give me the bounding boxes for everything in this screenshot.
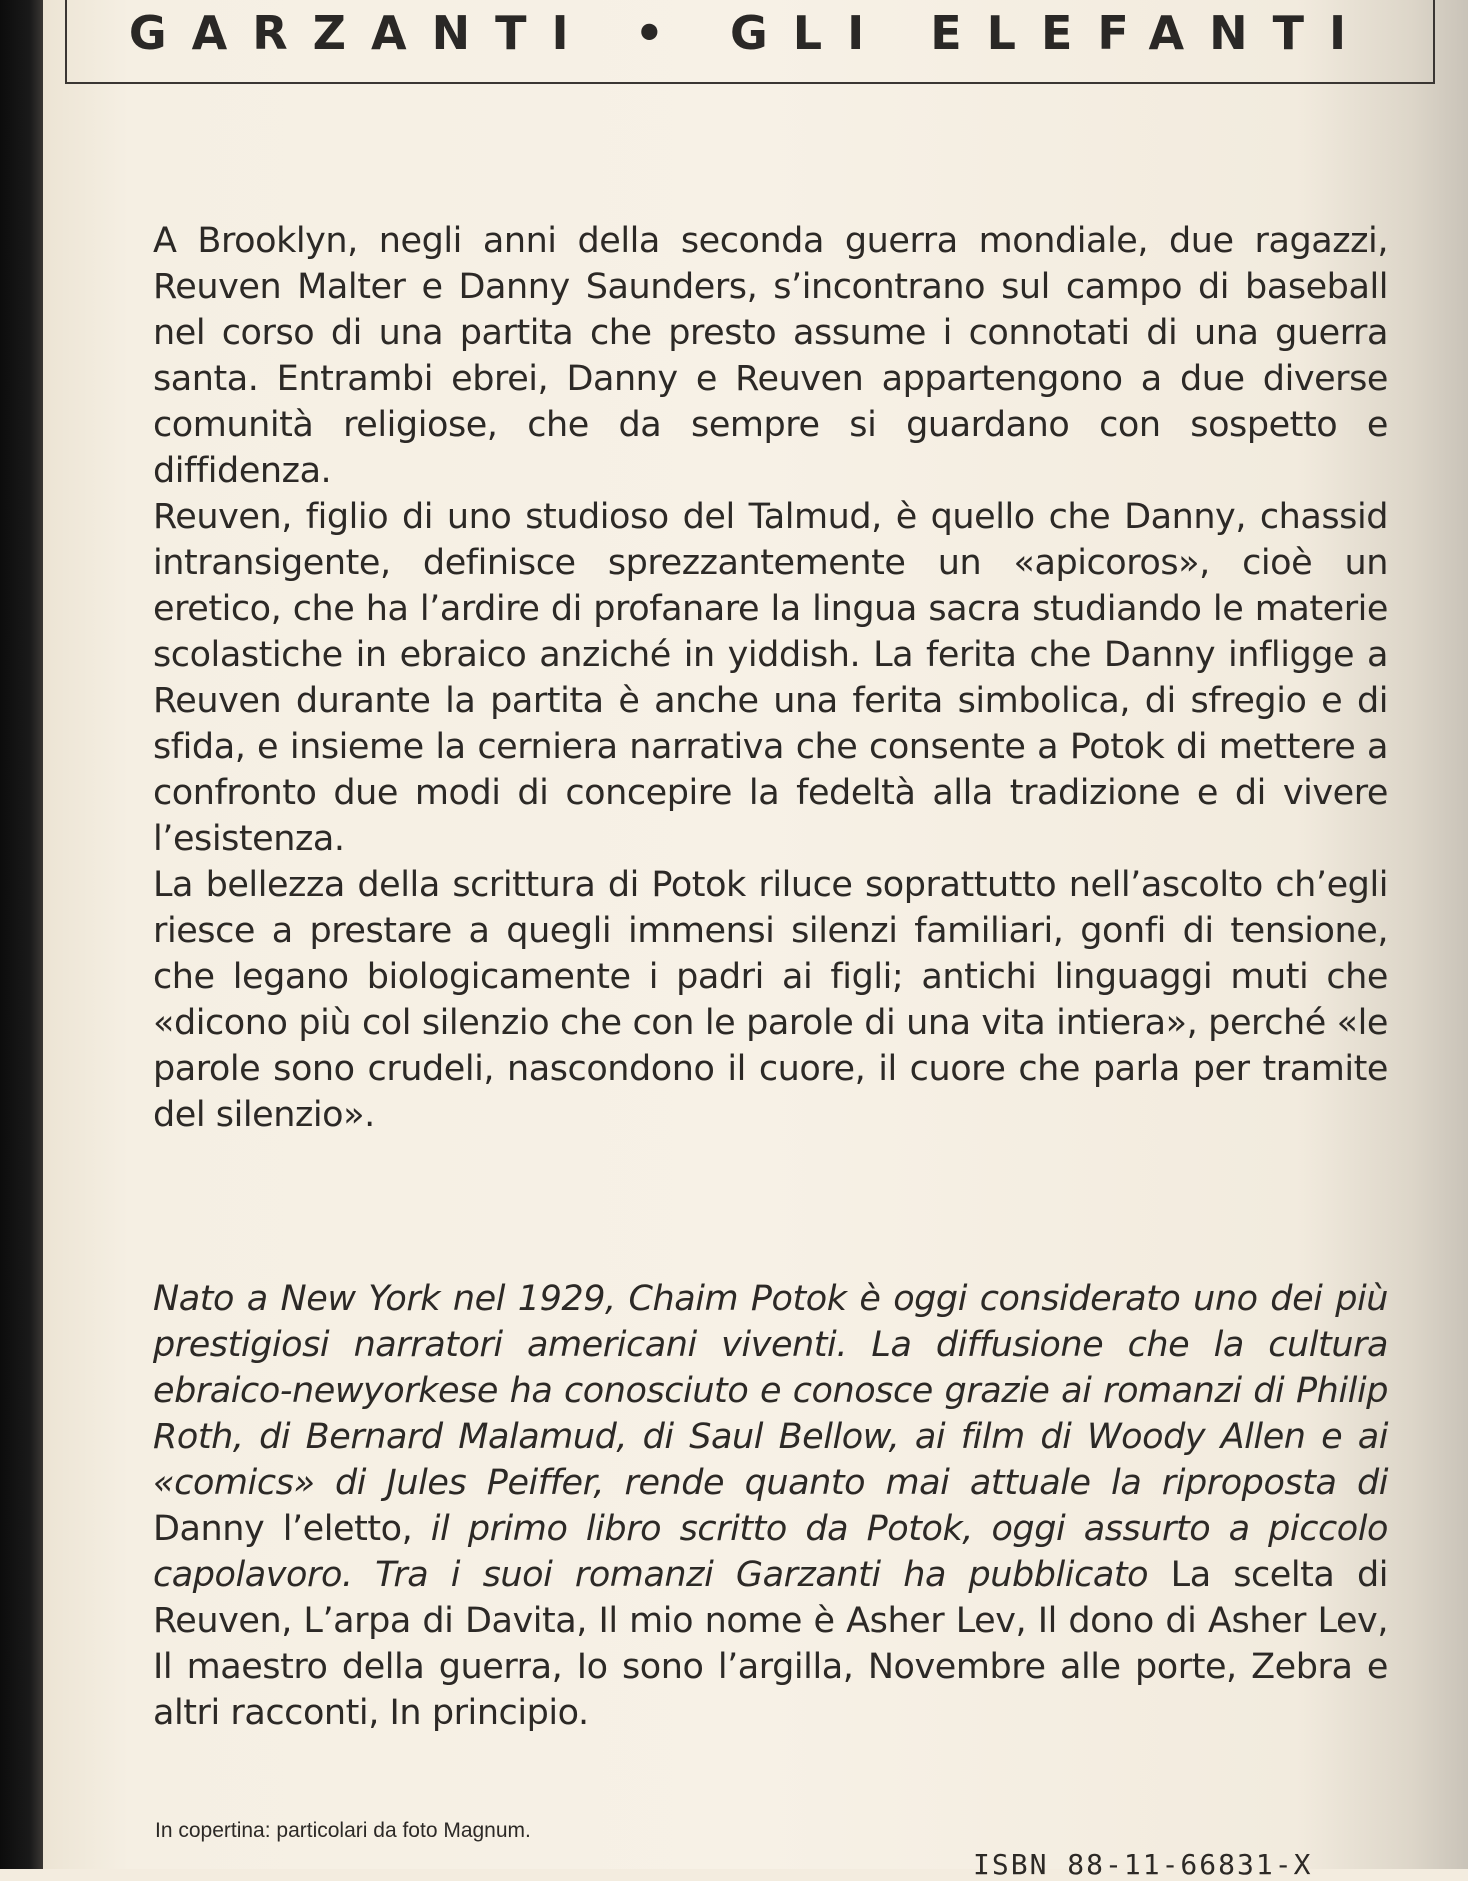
series-title: GARZANTI • GLI ELEFANTI — [128, 6, 1372, 60]
back-cover — [43, 0, 1468, 1881]
cover-credit: In copertina: particolari da foto Magnum. — [155, 1819, 531, 1842]
bio-text-2: il primo libro scritto da Potok, oggi assurto a piccolo capolavoro. Tra i suoi romanzi Garzanti ha pubblicato — [153, 1509, 1388, 1595]
book-spine-edge — [0, 0, 43, 1869]
bio-book-title: Danny l’eletto, — [153, 1509, 413, 1549]
synopsis — [153, 218, 1388, 1138]
author-bio — [153, 1276, 1388, 1736]
bio-text-1: Nato a New York nel 1929, Chaim Potok è oggi considerato uno dei più prestigiosi narratori americani viventi. La diffusione che la cultura ebraico-newyorkese ha conosciuto e conosce grazie ai romanzi di Philip Roth, di Bernard Malamud, di Saul Bellow, ai film di Woody Allen e ai «comics» di Jules Peiffer, rende quanto mai attuale la riproposta di — [153, 1279, 1388, 1503]
isbn: ISBN 88-11-66831-X — [973, 1848, 1313, 1881]
synopsis-paragraph-3: La bellezza della scrittura di Potok riluce soprattutto nell’ascolto ch’egli riesce a prestare a quegli immensi silenzi familiari, gonfi di tensione, che legano biologicamente i padri ai figli; antichi linguaggi muti che «dicono più col silenzio che con le parole di una vita intiera», perché «le parole sono crudeli, nascondono il cuore, il cuore che parla per tramite del silenzio». — [153, 865, 1388, 1135]
synopsis-paragraph-2: Reuven, figlio di uno studioso del Talmud, è quello che Danny, chassid intransigente, definisce sprezzantemente un «apicoros», cioè un eretico, che ha l’ardire di profanare la lingua sacra studiando le materie scolastiche in ebraico anziché in yiddish. La ferita che Danny infligge a Reuven durante la partita è anche una ferita simbolica, di sfregio e di sfida, e insieme la cerniera narrativa che consente a Potok di mettere a confronto due modi di concepire la fedeltà alla tradizione e di vivere l’esistenza. — [153, 497, 1388, 859]
bio-book-list: La scelta di Reuven, L’arpa di Davita, Il mio nome è Asher Lev, Il dono di Asher Lev, Il maestro della guerra, Io sono l’argilla, Novembre alle porte, Zebra e altri racconti, In principio. — [153, 1555, 1388, 1733]
series-header — [65, 0, 1435, 84]
synopsis-paragraph-1: A Brooklyn, negli anni della seconda guerra mondiale, due ragazzi, Reuven Malter e Danny Saunders, s’incontrano sul campo di baseball nel corso di una partita che presto assume i connotati di una guerra santa. Entrambi ebrei, Danny e Reuven appartengono a due diverse comunità religiose, che da sempre si guardano con sospetto e diffidenza. — [153, 221, 1388, 491]
